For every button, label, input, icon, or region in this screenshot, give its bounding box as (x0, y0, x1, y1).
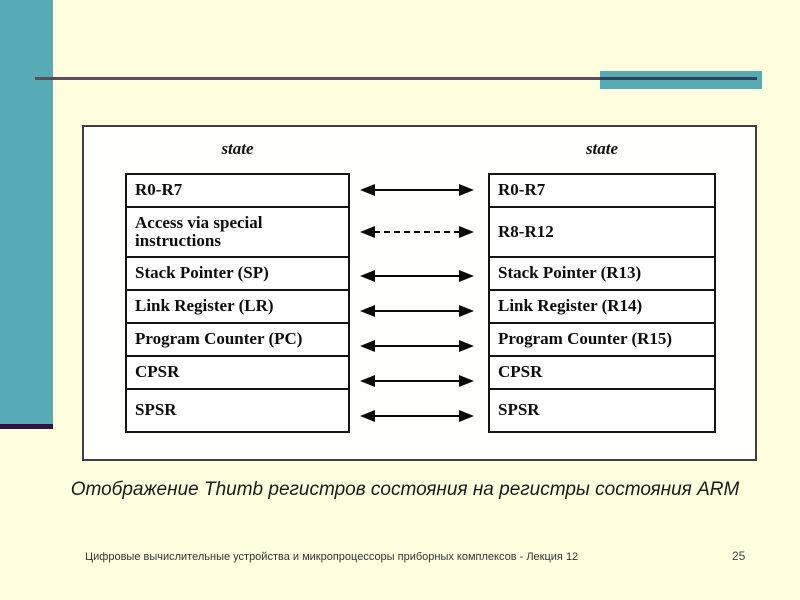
arrow-left-head-icon (360, 340, 375, 352)
table-row: Link Register (R14) (490, 289, 714, 322)
arrow-left-head-icon (360, 410, 375, 422)
arrow-shaft (374, 380, 460, 382)
arrow-right-head-icon (459, 226, 474, 238)
mapping-arrows (350, 173, 488, 433)
arrow-shaft (374, 415, 460, 417)
bidirectional-arrow-icon (350, 173, 488, 206)
bidirectional-arrow-icon (350, 258, 488, 293)
table-row: Stack Pointer (SP) (127, 256, 348, 289)
table-row: R0-R7 (498, 180, 546, 200)
sidebar-underline (0, 424, 53, 429)
table-row: Program Counter (PC) (127, 322, 348, 355)
bidirectional-arrow-icon (350, 293, 488, 328)
register-mapping-diagram (82, 125, 757, 461)
table-row: R8-R12 (490, 206, 714, 256)
table-row: Program Counter (R15) (490, 322, 714, 355)
page-number: 25 (732, 549, 746, 563)
bidirectional-arrow-icon (350, 206, 488, 258)
arrow-left-head-icon (360, 226, 375, 238)
arrow-right-head-icon (459, 184, 474, 196)
table-row: CPSR (127, 355, 348, 388)
table-row: Access via special instructions (127, 206, 348, 256)
accent-band-line (600, 77, 757, 80)
table-row: Stack Pointer (R13) (490, 256, 714, 289)
arrow-right-head-icon (459, 410, 474, 422)
table-row: CPSR (490, 355, 714, 388)
footer-lecture-title: Цифровые вычислительные устройства и микропроцессоры приборных комплексов - Лекция 12 (85, 551, 579, 563)
thumb-state-header: state (221, 139, 254, 158)
arm-register-table (488, 173, 716, 433)
teal-accent-band (600, 71, 762, 89)
arrow-shaft (374, 189, 460, 191)
arrow-right-head-icon (459, 305, 474, 317)
bidirectional-arrow-icon (350, 363, 488, 398)
arrow-left-head-icon (360, 184, 375, 196)
thumb-register-table (125, 173, 350, 433)
table-row: SPSR (127, 388, 348, 431)
table-row: R0-R7 (135, 180, 183, 200)
arm-state-header: state (585, 139, 619, 158)
arrow-left-head-icon (360, 270, 375, 282)
bidirectional-arrow-icon (350, 398, 488, 433)
arrow-shaft (374, 310, 460, 312)
arrow-left-head-icon (360, 305, 375, 317)
table-row: Link Register (LR) (127, 289, 348, 322)
arrow-shaft (374, 275, 460, 277)
table-row: SPSR (490, 388, 714, 431)
arrow-right-head-icon (459, 340, 474, 352)
slide-caption: Отображение Thumb регистров состояния на регистры состояния ARM (70, 479, 740, 500)
arrow-shaft (374, 345, 460, 347)
arrow-right-head-icon (459, 270, 474, 282)
bidirectional-arrow-icon (350, 328, 488, 363)
arrow-right-head-icon (459, 375, 474, 387)
arrow-shaft (374, 231, 460, 233)
arrow-left-head-icon (360, 375, 375, 387)
teal-sidebar (0, 0, 53, 424)
